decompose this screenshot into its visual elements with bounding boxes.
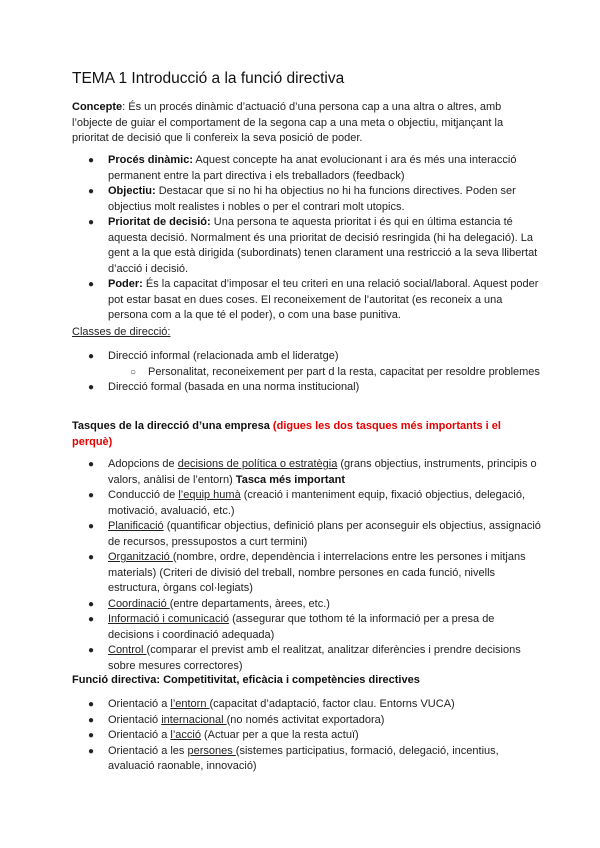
list-item: [72, 349, 542, 380]
bullet-icon: ●: [88, 552, 95, 563]
item-underlined: Control: [108, 644, 147, 656]
list-item: [72, 488, 542, 519]
concept-label: Concepte: [72, 101, 123, 113]
item-underlined: persones: [187, 744, 236, 757]
list-item: [72, 215, 542, 277]
bullet-icon: ●: [88, 459, 95, 470]
list-item: [72, 153, 542, 184]
item-text: Direcció informal (relacionada amb el lideratge): [108, 350, 339, 362]
item-text: (creació i manteniment equip, fixació objectius, delegació, motivació, avaluació, etc.): [108, 489, 526, 517]
item-text: Personalitat, reconeixement per part d la resta, capacitat per resoldre problemes: [148, 365, 540, 378]
concept-text: : És un procés dinàmic d’actuació d’una persona cap a una altra o altres, amb l’objecte de guiar el comportament de la segona cap a una meta o objectiu, mitjançant la prioritat de decisió que li confereix la seva posició de poder.: [72, 101, 504, 144]
item-text: (comparar el previst amb el realitzat, analitzar diferències i prendre decisions sobre mesures correctores): [108, 644, 521, 672]
item-text: (assegurar que tothom té la informació per a presa de decisions i coordinació adequada): [108, 613, 495, 641]
list-item: [72, 713, 542, 729]
bullet-icon: ●: [88, 186, 95, 197]
list-item: [72, 612, 542, 643]
funcio-heading: Funció directiva: Competitivitat, eficàcia i competències directives: [72, 674, 420, 686]
bullet-icon: ●: [88, 730, 95, 741]
item-underlined: l’entorn: [170, 698, 210, 710]
item-text: Orientació a: [108, 729, 171, 741]
tasques-heading-note: (digues les dos tasques més importants i el perquè): [72, 420, 501, 448]
list-item: [72, 184, 542, 215]
item-text: Direcció formal (basada en una norma institucional): [108, 381, 360, 393]
classes-list: [72, 349, 542, 396]
bullet-icon: ●: [88, 217, 95, 228]
bullet-icon: ●: [88, 382, 95, 393]
funcio-list: [72, 697, 542, 775]
item-text: (capacitat d’adaptació, factor clau. Entorns VUCA): [209, 698, 455, 710]
item-text: (nombre, ordre, dependència i interrelacions entre les persones i mitjans materials) (Criteri de divisió del treball, nombre persones en cada funció, nivells estructura, òrgans col·legiats): [108, 551, 526, 594]
item-text: (no només activitat exportadora): [226, 713, 385, 726]
tasques-heading-text: Tasques de la direcció d’una empresa: [72, 420, 270, 432]
item-term: Poder:: [108, 278, 143, 290]
item-text: Orientació a les: [108, 744, 188, 757]
item-text: Una persona te aquesta prioritat i és qui en última estancia té aquesta decisió. Normalment és una prioritat de decisió resringida (hi ha delegació). La gent a la que està dirigida (subordinats) tenen clarament una restricció a la seva llibertat d’acció i decisió.: [108, 216, 538, 275]
list-item: [72, 550, 542, 597]
list-item: [72, 597, 542, 613]
bullet-icon: ●: [88, 351, 95, 362]
item-term: Prioritat de decisió:: [108, 216, 211, 228]
item-text: (quantificar objectius, definició plans per aconseguir els objectius, assignació de recursos, pressupostos a curt termini): [108, 520, 541, 548]
item-text: Destacar que si no hi ha objectius no hi ha funcions directives. Poden ser objectius molt realistes i nobles o per el contrari molt utopics.: [108, 185, 516, 213]
item-text: Orientació: [108, 713, 162, 726]
item-text: (sistemes participatius, formació, delegació, incentius, avaluació raonable, innovació): [108, 744, 499, 772]
item-text: (Actuar per a que la resta actuï): [200, 729, 359, 741]
sub-list-item: [108, 365, 542, 381]
circle-bullet-icon: ○: [130, 366, 137, 378]
bullet-icon: ●: [88, 279, 95, 290]
item-underlined: Coordinació: [108, 597, 170, 610]
list-item: [72, 277, 542, 324]
item-text: (grans objectius, instruments, principis o valors, anàlisi de l’entorn): [108, 458, 537, 486]
list-item: [72, 380, 542, 396]
list-item: [72, 519, 542, 550]
item-underlined: l’equip humà: [178, 489, 241, 501]
item-text: És la capacitat d’imposar el teu criteri en una relació social/laboral. Aquest poder pot estar basat en dues coses. El reconeixement de l’autoritat (es reconeix a una persona com a la que té el poder), o com una base punitiva.: [108, 278, 539, 321]
list-item: [72, 744, 542, 775]
item-underlined: Informació i comunicació: [108, 613, 230, 625]
classes-heading: Classes de direcció:: [72, 326, 171, 338]
list-item: [72, 697, 542, 713]
item-underlined: internacional: [161, 713, 227, 726]
concept-list: [72, 153, 542, 324]
item-emphasis: Tasca més important: [235, 473, 346, 486]
item-underlined: decisions de política o estratègia: [177, 458, 338, 470]
bullet-icon: ●: [88, 614, 95, 625]
bullet-icon: ●: [88, 490, 95, 501]
bullet-icon: ●: [88, 598, 95, 610]
item-term: Procés dinàmic:: [108, 154, 193, 166]
item-text: Aquest concepte ha anat evolucionant i ara és més una interacció permanent entre la part directiva i els treballadors (feedback): [108, 154, 517, 182]
item-underlined: Organització: [108, 551, 173, 563]
bullet-icon: ●: [88, 699, 95, 710]
tasques-heading: [72, 419, 542, 450]
item-text: (entre departaments, àrees, etc.): [169, 597, 330, 610]
item-text: Orientació a: [108, 698, 171, 710]
item-text: Adopcions de: [108, 458, 178, 470]
item-text: Conducció de: [108, 489, 179, 501]
item-term: Objectiu:: [108, 185, 156, 197]
bullet-icon: ●: [88, 645, 95, 656]
list-item: [72, 728, 542, 744]
bullet-icon: ●: [88, 714, 95, 726]
list-item: [72, 643, 542, 674]
item-underlined: Planificació: [108, 520, 164, 532]
list-item: [72, 457, 542, 488]
page-title: TEMA 1 Introducció a la funció directiva: [72, 70, 345, 87]
tasques-list: [72, 457, 542, 674]
bullet-icon: ●: [88, 521, 95, 532]
bullet-icon: ●: [88, 155, 95, 166]
bullet-icon: ●: [88, 745, 95, 757]
item-underlined: l’acció: [170, 729, 201, 741]
concept-paragraph: [72, 100, 537, 147]
sub-list: [108, 365, 542, 381]
